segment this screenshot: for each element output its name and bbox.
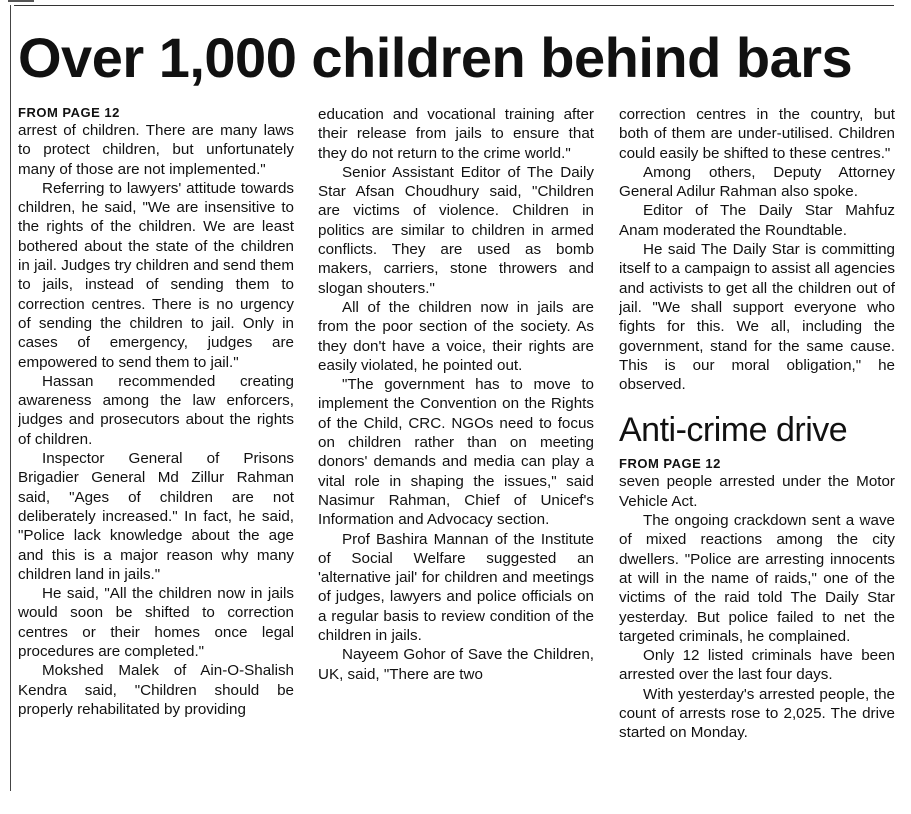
paragraph: All of the children now in jails are from the poor section of the society. As they don't have a voice, their rights are easily violated, he pointed out. [318, 298, 594, 374]
paragraph: seven people arrested under the Motor Vehicle Act. [619, 473, 895, 510]
paragraph: education and vocational training after their release from jails to ensure that they do not return to the crime world." [318, 106, 594, 162]
paragraph: Among others, Deputy Attorney General Adilur Rahman also spoke. [619, 163, 895, 201]
paragraph: arrest of children. There are many laws to protect children, but unfortunately many of those are not implemented." [18, 122, 294, 178]
paragraph: "The government has to move to implement the Convention on the Rights of the Child, CRC. NGOs need to focus on children rather than on meeting donors' demands and media can play a vital role in shaping the issues," said Nasimur Rahman, Chief of Unicef's Information and Advocacy section. [318, 376, 594, 529]
article-column-1 [18, 105, 294, 795]
article-column-2 [318, 105, 594, 795]
second-article-headline: Anti-crime drive [619, 411, 848, 450]
paragraph: Only 12 listed criminals have been arrested over the last four days. [619, 647, 895, 684]
paragraph: Inspector General of Prisons Brigadier General Md Zillur Rahman said, "Ages of children are not deliberately increased." In fact, he said, "Police lack knowledge about the age and this is a major reason why many children land in jails." [18, 450, 294, 583]
paragraph: Prof Bashira Mannan of the Institute of Social Welfare suggested an 'alternative jail' for children and meetings of judges, lawyers and police officials on a regular basis to review condition of the children in jails. [318, 530, 594, 645]
paragraph: He said, "All the children now in jails would soon be shifted to correction centres or their homes once legal procedures are completed." [18, 585, 294, 661]
paragraph: Editor of The Daily Star Mahfuz Anam moderated the Roundtable. [619, 202, 895, 239]
paragraph: With yesterday's arrested people, the count of arrests rose to 2,025. The drive started on Monday. [619, 685, 895, 742]
article-column-3 [619, 105, 895, 795]
paragraph: correction centres in the country, but both of them are under-utilised. Children could easily be shifted to these centres." [619, 106, 895, 162]
crop-mark [8, 0, 34, 2]
left-rule [10, 5, 11, 791]
paragraph: He said The Daily Star is committing itself to a campaign to assist all agencies and activists to get all the children out of jail. "We shall support everyone who fights for this. We all, including the government, stand for the same cause. This is our moral obligation," he observed. [619, 241, 895, 394]
article-headline: Over 1,000 children behind bars [18, 26, 853, 89]
paragraph: Mokshed Malek of Ain-O-Shalish Kendra said, "Children should be properly rehabilitated by providing [18, 662, 294, 718]
paragraph: The ongoing crackdown sent a wave of mixed reactions among the city dwellers. "Police are arresting innocents at will in the name of raids," one of the victims of the raid told The Daily Star yesterday. But police failed to net the targeted criminals, he complained. [619, 512, 895, 645]
second-article-dateline: FROM PAGE 12 [619, 456, 721, 472]
paragraph: Senior Assistant Editor of The Daily Star Afsan Choudhury said, "Children are victims of violence. Children in politics are similar to children in armed conflicts. They are used as bomb makers, carriers, stone throwers and slogan shouters." [318, 163, 594, 297]
top-rule [14, 5, 894, 6]
paragraph: Referring to lawyers' attitude towards children, he said, "We are insensitive to the rights of the children. We are least bothered about the state of the children in jail. Judges try children and send them to jails, instead of sending them to correction centres. There is no urgency of sending the children to jail. Only in cases of emergency, judges are empowered to send them to jail." [18, 179, 294, 371]
article-dateline: FROM PAGE 12 [18, 105, 120, 120]
paragraph: Hassan recommended creating awareness among the law enforcers, judges and prosecutors about the rights of children. [18, 372, 294, 448]
paragraph: Nayeem Gohor of Save the Children, UK, said, "There are two [318, 646, 594, 683]
